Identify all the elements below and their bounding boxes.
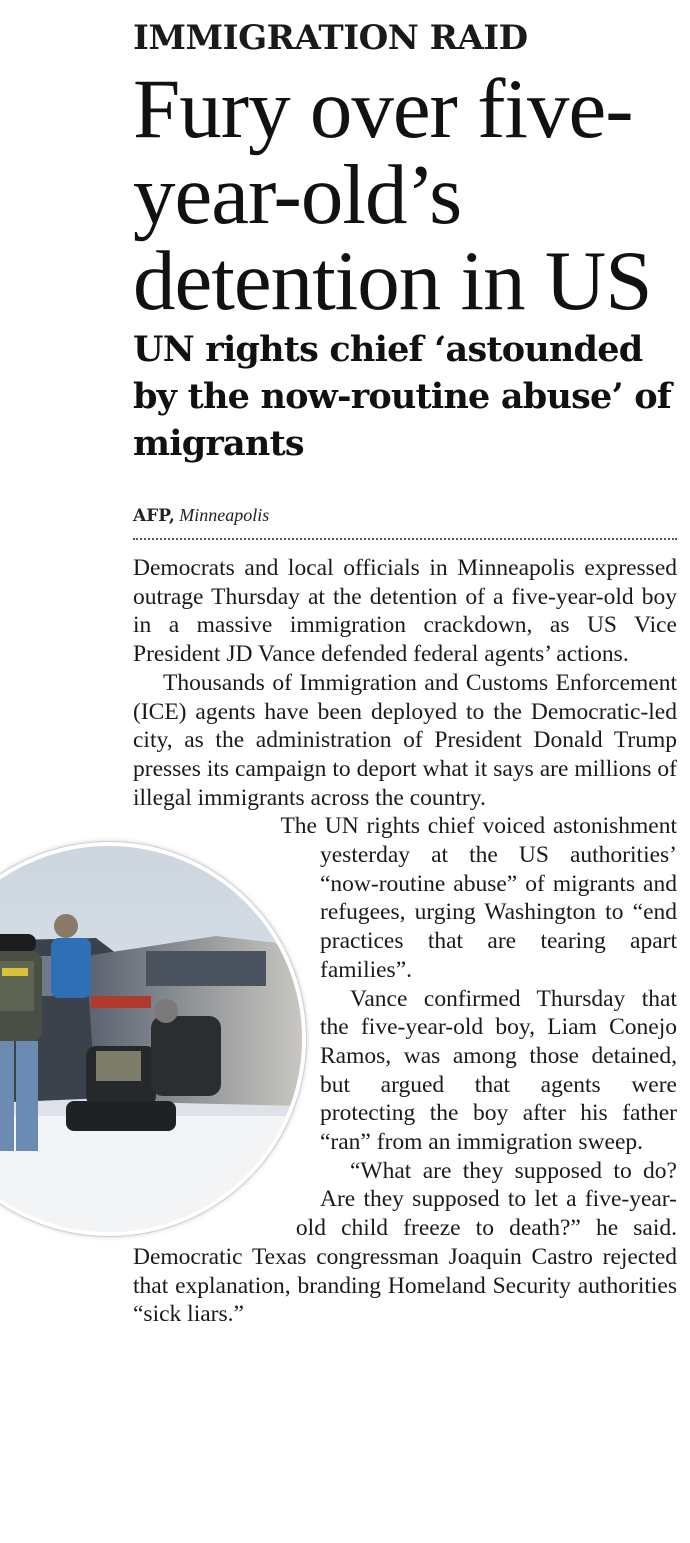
paragraph-5: “What are they supposed to do? Are they supposed to let a five-year-old child freeze to death?” he said. Democratic Texas congressman Joaquin Castro rejected that explanation, branding Homeland Security authorities “sick liars.”	[133, 1157, 677, 1328]
byline	[133, 505, 269, 526]
dotted-divider	[133, 538, 677, 540]
article-body	[133, 554, 677, 1329]
paragraph-4: Vance confirmed Thursday that the five-year-old boy, Liam Conejo Ramos, was among those detained, but argued that agents were protecting the boy after his father “ran” from an immigration sweep.	[320, 985, 677, 1156]
byline-place: Minneapolis	[179, 505, 270, 525]
subheadline: UN rights chief ‘astounded by the now-routine abuse’ of migrants	[133, 329, 672, 464]
paragraph-2: Thousands of Immigration and Customs Enforcement (ICE) agents have been deployed to the Democratic-led city, as the administration of President Donald Trump presses its campaign to deport what it says are millions of illegal immigrants across the country.	[133, 669, 677, 811]
article-photo	[0, 842, 306, 1236]
photo-illustration	[0, 846, 302, 1232]
section-kicker: IMMIGRATION RAID	[133, 18, 528, 58]
headline: Fury over five-year-old’s detention in US	[133, 62, 652, 328]
paragraph-1: Democrats and local officials in Minneapolis expressed outrage Thursday at the detention of a five-year-old boy in a massive immigration crackdown, as US Vice President JD Vance defended federal agents’ actions.	[133, 555, 677, 668]
photo-float	[20, 814, 320, 1244]
byline-agency: AFP,	[133, 506, 175, 526]
paragraph-3: The UN rights chief voiced astonishment yesterday at the US authorities’ “now-routine abuse” of migrants and refugees, urging Washington to “end practices that are tearing apart families”.	[280, 813, 677, 983]
